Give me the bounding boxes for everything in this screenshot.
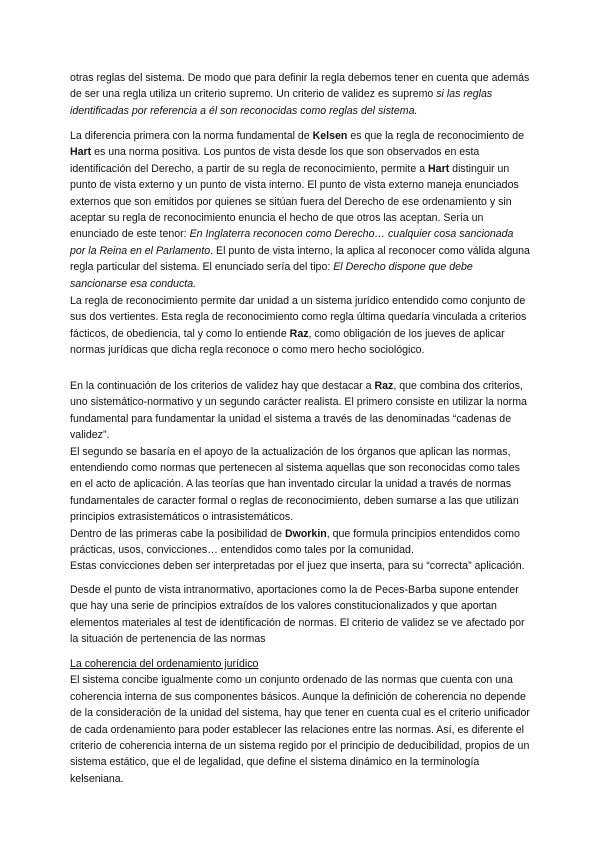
paragraph-5 xyxy=(70,582,530,648)
section-heading: La coherencia del ordenamiento jurídico xyxy=(70,658,259,670)
author-dworkin: Dworkin xyxy=(284,527,327,540)
paragraph-4-last: Estas convicciones deben ser interpretadas por el juez que inserta, para su “correcta” aplicación. xyxy=(70,560,525,573)
paragraph-2-text-b: es que la regla de reconocimiento de xyxy=(347,130,525,142)
section-body: El sistema concibe igualmente como un conjunto ordenado de las normas que cuenta con una coherencia interna de sus componentes básicos. Aunque la definición de coherencia no depende de la consideración de la unidad del sistema, hay que tener en cuenta cual es el criterio unificador de cada ordenamiento para poder establecer las relaciones entre las normas. Así, es diferente el criterio de coherencia interna de un sistema regido por el principio de deducibilidad, propios de un sistema estático, que el de legalidad, que define el sistema dinámico en la terminología kelseniana. xyxy=(70,674,530,785)
example-external-statement: En Inglaterra reconocen como Derecho… cualquier cosa sancionada por la Reina en el Parlamento xyxy=(70,228,514,257)
paragraph-3 xyxy=(70,293,530,359)
paragraph-1 xyxy=(70,70,530,119)
author-kelsen: Kelsen xyxy=(312,130,348,142)
paragraph-2-text-c: es una norma positiva. Los puntos de vista desde los que son observados en esta identificación del Derecho, a partir de su regla de reconocimiento, permite a xyxy=(70,146,480,175)
paragraph-4-text-a: En la continuación de los criterios de validez hay que destacar a xyxy=(70,380,375,392)
paragraph-1-text: otras reglas del sistema. De modo que para definir la regla debemos tener en cuenta que además de ser una regla utiliza un criterio supremo. Un criterio de validez es supremo xyxy=(70,72,530,101)
paragraph-4-text-e: , que formula principios entendidos como prácticas, usos, convicciones… entendidos como tales por la comunidad. xyxy=(70,527,520,557)
paragraph-4-second: El segundo se basaría en el apoyo de la actualización de los órganos que aplican las normas, entendiendo como normas que pertenecen al sistema aquellas que son reconocidas como tales en el acto de aplicación. A las teorías que han inventado circular la unidad a través de normas fundamentales de caracter formal o reglas de reconocimiento, deben sumarse a las que utilizan principios extrasistemáticos o intrasistemáticos. xyxy=(70,445,520,524)
paragraph-4-text-b: , que combina dos criterios, uno sistemático-normativo y un segundo carácter realista. El primero consiste en utilizar la norma fundamental para fundamentar la unidad el sistema a través de las denominadas “cadenas de validez”. xyxy=(70,380,527,442)
paragraph-2 xyxy=(70,128,530,292)
section-coherence xyxy=(70,656,530,787)
author-raz: Raz xyxy=(289,327,309,340)
author-hart: Hart xyxy=(70,146,92,159)
paragraph-4-text-d: Dentro de las primeras cabe la posibilidad de xyxy=(70,527,285,540)
paragraph-3-text-b: , como obligación de los jueves de aplicar normas jurídicas que dicha regla reconoce o como mero hecho sociológico. xyxy=(70,327,505,357)
paragraph-5-text: Desde el punto de vista intranormativo, aportaciones como la de Peces-Barba supone entender que hay una serie de principios extraídos de los valores constitucionalizados y que aportan elementos materiales al test de identificación de normas. El criterio de validez se ve afectado por la situación de pertenencia de las normas xyxy=(70,584,525,646)
paragraph-1-italic: si las reglas identificadas por referencia a él son reconocidas como reglas del sistema. xyxy=(70,88,493,117)
author-raz-2: Raz xyxy=(374,380,394,392)
paragraph-2-text-d: distinguir un punto de vista externo y un punto de vista interno. El punto de vista externo maneja enunciados externos que son emitidos por quienes se sitúan fuera del Derecho de ese ordenamiento y sin aceptar su regla de reconocimiento enuncia el hecho de que otros las aceptan. Sería un enunciado de este tenor: xyxy=(70,162,519,241)
author-hart-2: Hart xyxy=(428,162,450,175)
example-internal-statement: El Derecho dispone que debe sancionarse esa conducta. xyxy=(70,261,473,290)
paragraph-3-text-a: La regla de reconocimiento permite dar unidad a un sistema jurídico entendido como conjunto de sus dos vertientes. Esta regla de reconocimiento como regla última quedaría vinculada a criterios fácticos, de obediencia, tal y como lo entiende xyxy=(70,295,527,340)
paragraph-2-text-a: La diferencia primera con la norma fundamental de xyxy=(70,130,313,142)
paragraph-2-text-e: . El punto de vista interno, la aplica al reconocer como válida alguna regla particular del sistema. El enunciado sería del tipo: xyxy=(70,244,530,274)
paragraph-4 xyxy=(70,378,530,575)
